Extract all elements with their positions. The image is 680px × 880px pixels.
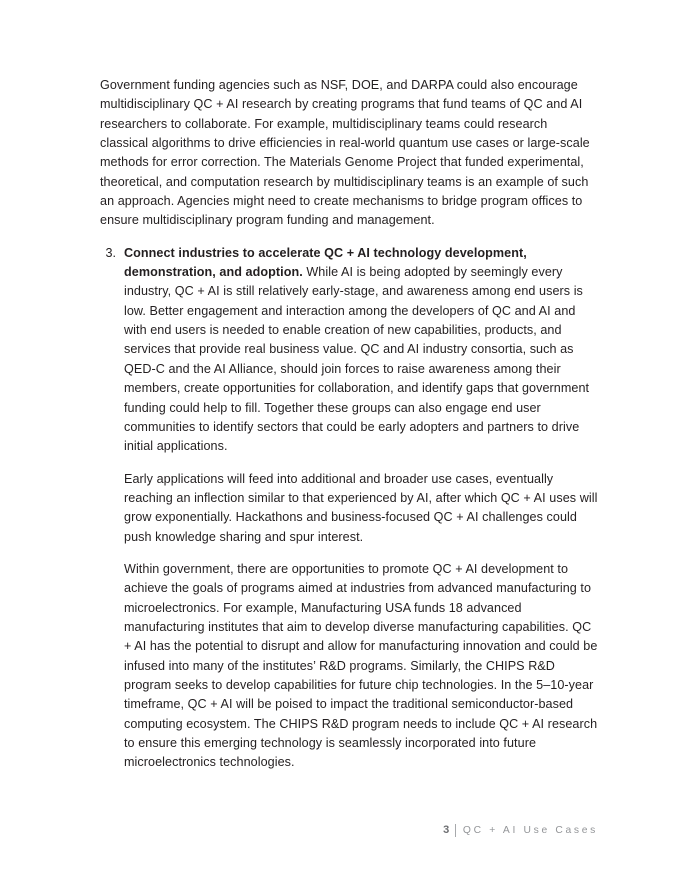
sub-paragraph-early-applications: Early applications will feed into additional and broader use cases, eventually reaching an inflection similar to that experienced by AI, after which QC + AI uses will grow exponentially. Hackathons and business-focused QC + AI challenges could push knowledge sharing and spur interest. (124, 471, 598, 544)
list-item (100, 244, 599, 773)
page-footer (443, 822, 598, 838)
page-content (100, 76, 599, 786)
recommendation-list (100, 244, 599, 773)
intro-paragraph: Government funding agencies such as NSF, DOE, and DARPA could also encourage multidisciplinary QC + AI research by creating programs that fund teams of QC and AI researchers to collaborate. For example, multidisciplinary teams could research classical algorithms to drive efficiencies in real-world quantum use cases or large-scale methods for error correction. The Materials Genome Project that funded experimental, theoretical, and computation research by multidisciplinary teams is an example of such an approach. Agencies might need to create mechanisms to bridge program offices to ensure multidisciplinary program funding and management. (100, 78, 590, 228)
list-item-paragraph (124, 244, 599, 457)
sub-paragraph-within-government: Within government, there are opportunities to promote QC + AI development to achieve the goals of programs aimed at industries from advanced manufacturing to microelectronics. For example, Manufacturing USA funds 18 advanced manufacturing institutes that aim to develop diverse manufacturing capabilities. QC + AI has the potential to disrupt and allow for manufacturing innovation and could be infused into many of the institutes’ R&D programs. Similarly, the CHIPS R&D program seeks to develop capabilities for future chip technologies. In the 5–10-year timeframe, QC + AI will be poised to impact the traditional semiconductor-based computing ecosystem. The CHIPS R&D program needs to include QC + AI research to ensure this emerging technology is seamlessly incorporated into future microelectronics technologies. (124, 561, 598, 770)
list-item-body-text: While AI is being adopted by seemingly every industry, QC + AI is still relatively early-stage, and awareness among end users is low. Better engagement and interaction among the developers of QC and AI and with end users is needed to enable creation of new capabilities, products, and services that provide real business value. QC and AI industry consortia, such as QED-C and the AI Alliance, should join forces to raise awareness among their members, create opportunities for collaboration, and identify gaps that government funding could help to fill. Together these groups can also engage end user communities to identify sectors that could be early adopters and partners to drive initial applications. (124, 265, 590, 454)
footer-document-title: QC + AI Use Cases (462, 824, 598, 836)
list-item-heading: Connect industries to accelerate QC + AI technology development, demonstration, and adoption. (124, 245, 527, 280)
list-item-number: 3. (105, 245, 116, 260)
footer-page-number: 3 (443, 824, 450, 836)
